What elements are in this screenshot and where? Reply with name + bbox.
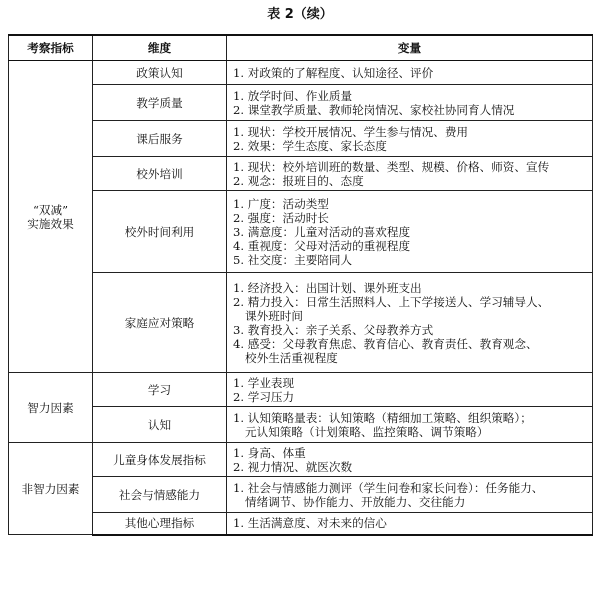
- variable-line: 1. 现状：学校开展情况、学生参与情况、费用: [233, 124, 469, 139]
- variable-cell: [227, 61, 593, 85]
- header-dimension: 维度: [93, 35, 227, 61]
- variable-line: 2. 强度：活动时长: [233, 210, 329, 225]
- variable-line: 1. 对政策的了解程度、认知途径、评价: [233, 65, 434, 80]
- variable-cell: [227, 121, 593, 157]
- table-row: [9, 121, 593, 157]
- table-row: [9, 191, 593, 273]
- dimension-cell: 教学质量: [93, 85, 227, 121]
- table-row: [9, 273, 593, 373]
- variable-cell: [227, 191, 593, 273]
- indicator-cell: [9, 61, 93, 373]
- dimension-cell: 社会与情感能力: [93, 477, 227, 513]
- header-indicator: 考察指标: [9, 35, 93, 61]
- table-row: [9, 373, 593, 407]
- indicator-label: 智力因素: [27, 400, 74, 415]
- variable-line: 1. 放学时间、作业质量: [233, 88, 353, 103]
- dimension-cell: 认知: [93, 407, 227, 443]
- table-row: [9, 477, 593, 513]
- variable-line: 2. 视力情况、就医次数: [233, 459, 353, 474]
- data-table: [8, 34, 593, 536]
- variable-line: 4. 感受：父母教育焦虑、教育信心、教育责任、教育观念、: [233, 336, 538, 351]
- variable-line: 1. 生活满意度、对未来的信心: [233, 516, 387, 531]
- variable-cell: [227, 273, 593, 373]
- variable-line: 1. 现状：校外培训班的数量、类型、规模、价格、师资、宣传: [233, 159, 550, 174]
- variable-cell: [227, 443, 593, 477]
- variable-cell: [227, 477, 593, 513]
- indicator-cell: [9, 373, 93, 443]
- table-row: [9, 61, 593, 85]
- variable-line: 3. 满意度：儿童对活动的喜欢程度: [233, 224, 411, 239]
- table-caption: 表 2（续）: [267, 7, 333, 22]
- variable-line: 1. 学业表现: [233, 375, 295, 390]
- variable-line: 2. 效果：学生态度、家长态度: [233, 138, 387, 153]
- variable-line: 元认知策略（计划策略、监控策略、调节策略）: [245, 424, 489, 439]
- indicator-label: 非智力因素: [21, 481, 80, 496]
- variable-line: 2. 观念：报班目的、态度: [233, 173, 364, 188]
- variable-line: 3. 教育投入：亲子关系、父母教养方式: [233, 322, 434, 337]
- indicator-label: 实施效果: [27, 216, 74, 231]
- table-row: [9, 157, 593, 191]
- table-row: [9, 85, 593, 121]
- variable-cell: [227, 513, 593, 535]
- variable-line: 2. 学习压力: [233, 389, 295, 404]
- table-row: [9, 443, 593, 477]
- dimension-cell: 校外时间利用: [93, 191, 227, 273]
- variable-line: 1. 社会与情感能力测评（学生问卷和家长问卷）：任务能力、: [233, 480, 544, 495]
- indicator-label: “双减”: [32, 202, 69, 217]
- variable-cell: [227, 407, 593, 443]
- dimension-cell: 其他心理指标: [93, 513, 227, 535]
- dimension-cell: 儿童身体发展指标: [93, 443, 227, 477]
- variable-line: 2. 课堂教学质量、教师轮岗情况、家校社协同育人情况: [233, 102, 515, 117]
- variable-cell: [227, 157, 593, 191]
- variable-line: 1. 身高、体重: [233, 445, 306, 460]
- variable-line: 课外班时间: [245, 308, 303, 323]
- table-body: [9, 61, 593, 535]
- variable-cell: [227, 373, 593, 407]
- dimension-cell: 学习: [93, 373, 227, 407]
- table-header-row: [9, 35, 593, 61]
- variable-line: 1. 认知策略量表：认知策略（精细加工策略、组织策略）；: [233, 410, 532, 425]
- dimension-cell: 家庭应对策略: [93, 273, 227, 373]
- dimension-cell: 校外培训: [93, 157, 227, 191]
- variable-cell: [227, 85, 593, 121]
- variable-line: 2. 精力投入：日常生活照料人、上下学接送人、学习辅导人、: [233, 294, 550, 309]
- table-row: [9, 407, 593, 443]
- indicator-cell: [9, 443, 93, 535]
- header-variable: 变量: [227, 35, 593, 61]
- variable-line: 5. 社交度：主要陪同人: [233, 252, 353, 267]
- variable-line: 情绪调节、协作能力、开放能力、交往能力: [245, 494, 466, 509]
- variable-line: 1. 经济投入：出国计划、课外班支出: [233, 280, 422, 295]
- variable-line: 1. 广度：活动类型: [233, 196, 329, 211]
- variable-line: 校外生活重视程度: [245, 350, 338, 365]
- dimension-cell: 课后服务: [93, 121, 227, 157]
- dimension-cell: 政策认知: [93, 61, 227, 85]
- table-row: [9, 513, 593, 535]
- variable-line: 4. 重视度：父母对活动的重视程度: [233, 238, 411, 253]
